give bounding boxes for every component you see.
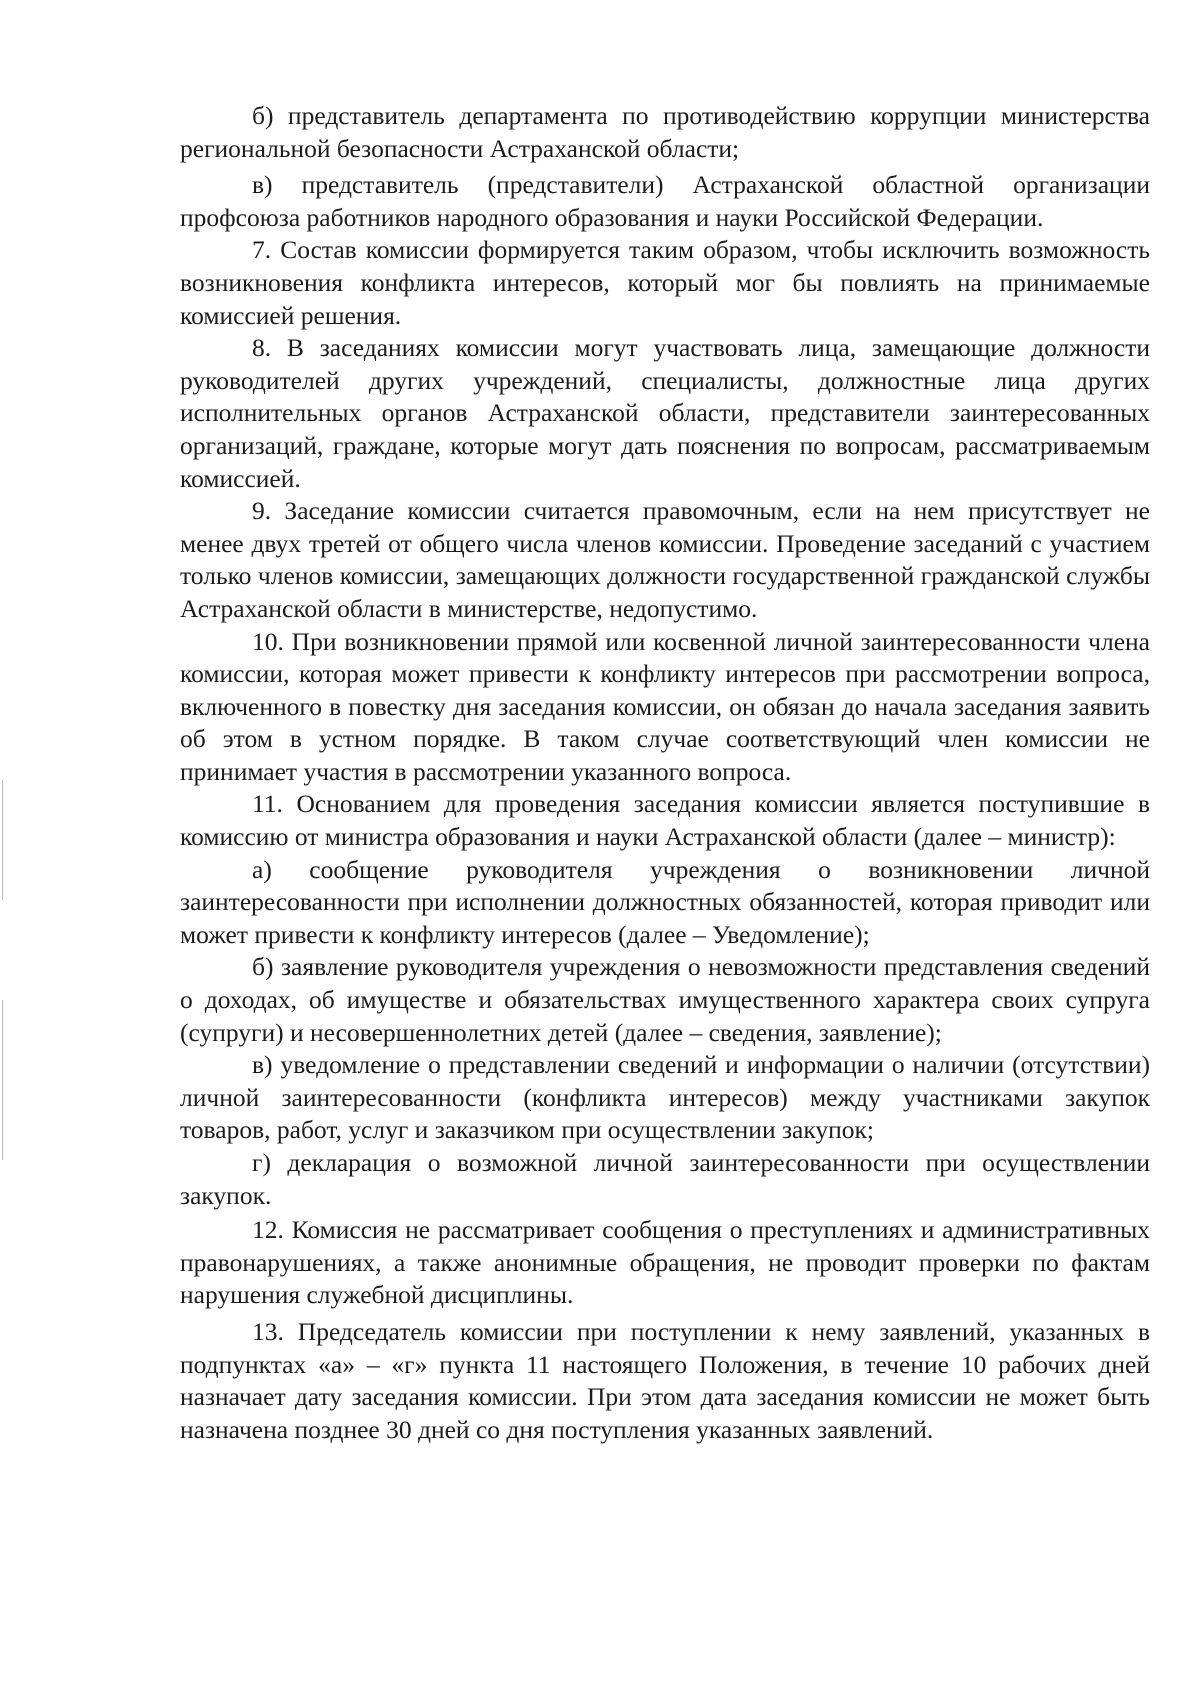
document-page <box>180 100 1150 1446</box>
paragraph-9: 9. Заседание комиссии считается правомочным, если на нем присутствует не менее двух третей от общего числа членов комиссии. Проведение заседаний с участием только членов комиссии, замещающих должности государственной гражданской службы Астраханской области в министерстве, недопустимо. <box>180 496 1150 623</box>
paragraph-6b: б) представитель департамента по противодействию коррупции министерства региональной безопасности Астраханской области; <box>180 101 1150 163</box>
paragraph-8: 8. В заседаниях комиссии могут участвовать лица, замещающие должности руководителей других учреждений, специалисты, должностные лица других исполнительных органов Астраханской области, представители заинтересованных организаций, граждане, которые могут дать пояснения по вопросам, рассматриваемым комиссией. <box>180 333 1150 493</box>
paragraph-11b: б) заявление руководителя учреждения о невозможности представления сведений о доходах, об имуществе и обязательствах имущественного характера своих супруга (супруги) и несовершеннолетних детей (далее – сведения, заявление); <box>180 952 1150 1047</box>
paragraph-11g: г) декларация о возможной личной заинтересованности при осуществлении закупок. <box>180 1148 1150 1210</box>
scan-edge-mark <box>2 780 3 900</box>
paragraph-6v: в) представитель (представители) Астраханской областной организации профсоюза работников народного образования и науки Российской Федерации. <box>180 170 1150 232</box>
paragraph-12: 12. Комиссия не рассматривает сообщения о преступлениях и административных правонарушениях, а также анонимные обращения, не проводит проверки по фактам нарушения служебной дисциплины. <box>180 1215 1150 1310</box>
paragraph-11: 11. Основанием для проведения заседания комиссии является поступившие в комиссию от министра образования и науки Астраханской области (далее – министр): <box>180 789 1150 852</box>
paragraph-7: 7. Состав комиссии формируется таким образом, чтобы исключить возможность возникновения конфликта интересов, который мог бы повлиять на принимаемые комиссией решения. <box>180 235 1150 330</box>
paragraph-11v: в) уведомление о представлении сведений и информации о наличии (отсутствии) личной заинтересованности (конфликта интересов) между участниками закупок товаров, работ, услуг и заказчиком при осуществлении закупок; <box>180 1050 1150 1145</box>
paragraph-13: 13. Председатель комиссии при поступлении к нему заявлений, указанных в подпунктах «а» – «г» пункта 11 настоящего Положения, в течение 10 рабочих дней назначает дату заседания комиссии. При этом дата заседания комиссии не может быть назначена позднее 30 дней со дня поступления указанных заявлений. <box>180 1316 1150 1444</box>
paragraph-11a: а) сообщение руководителя учреждения о возникновении личной заинтересованности при исполнении должностных обязанностей, которая приводит или может привести к конфликту интересов (далее – Уведомление); <box>180 854 1150 949</box>
scan-edge-mark <box>2 1000 3 1160</box>
paragraph-10: 10. При возникновении прямой или косвенной личной заинтересованности члена комиссии, которая может привести к конфликту интересов при рассмотрении вопроса, включенного в повестку дня заседания комиссии, он обязан до начала заседания заявить об этом в устном порядке. В таком случае соответствующий член комиссии не принимает участия в рассмотрении указанного вопроса. <box>180 626 1150 786</box>
